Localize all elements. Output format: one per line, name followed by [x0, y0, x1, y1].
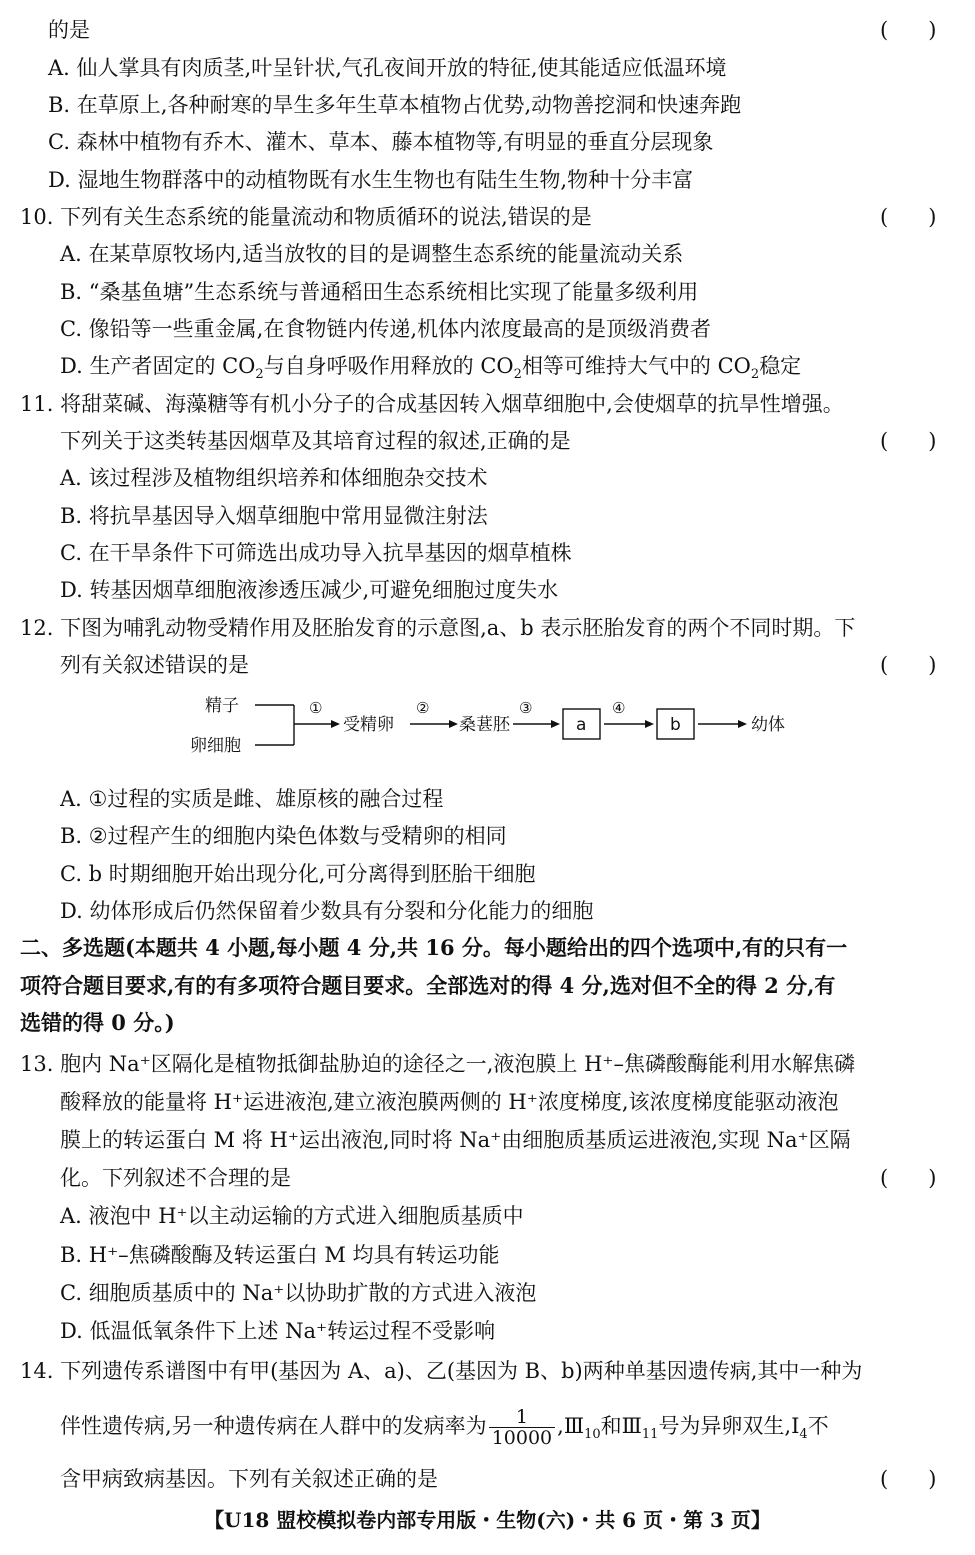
q9-answer-bracket: ( ) — [880, 18, 937, 42]
q9-option-b: B. 在草原上,各种耐寒的旱生多年生草本植物占优势,动物善挖洞和快速奔跑 — [48, 93, 742, 117]
q12-option-b: B. ②过程产生的细胞内染色体数与受精卵的相同 — [60, 824, 507, 848]
arrow-5-head — [738, 720, 747, 728]
q12-stem-line2: 列有关叙述错误的是 — [60, 653, 249, 677]
q13-answer-bracket: ( ) — [880, 1166, 937, 1190]
stage-a-label: a — [576, 715, 587, 735]
q13-option-d: D. 低温低氧条件下上述 Na⁺转运过程不受影响 — [60, 1319, 496, 1343]
arrow-3-head — [551, 720, 560, 728]
q14-stem-line1: 14. 下列遗传系谱图中有甲(基因为 A、a)、乙(基因为 B、b)两种单基因遗传病,其中一种为 — [20, 1359, 863, 1383]
q9-stem-tail: 的是 — [48, 18, 90, 42]
incidence-fraction — [489, 1407, 555, 1448]
q13-stem-line2: 酸释放的能量将 H⁺运进液泡,建立液泡膜两侧的 H⁺浓度梯度,该浓度梯度能驱动液泡 — [60, 1090, 839, 1114]
q10-option-b: B. “桑基鱼塘”生态系统与普通稻田生态系统相比实现了能量多级利用 — [60, 280, 699, 304]
step-3-label: ③ — [519, 699, 533, 717]
q10-option-d: D. 生产者固定的 $CO_2$与自身呼吸作用释放的 $CO_2$相等可维持大气中的 $CO_2$稳定 — [60, 354, 802, 383]
section2-header-line1: 二、多选题(本题共 4 小题,每小题 4 分,共 16 分。每小题给出的四个选项中,有的只有一 — [20, 935, 848, 960]
fraction-numerator: 1 — [489, 1407, 555, 1428]
q9-option-d: D. 湿地生物群落中的动植物既有水生生物也有陆生生物,物种十分丰富 — [48, 168, 694, 192]
q11-option-a: A. 该过程涉及植物组织培养和体细胞杂交技术 — [60, 466, 488, 490]
q14-stem-line3: 含甲病致病基因。下列有关叙述正确的是 — [60, 1467, 438, 1491]
fraction-denominator: 10000 — [491, 1427, 553, 1449]
page-footer: 【U18 盟校模拟卷内部专用版・生物(六)・共 6 页・第 3 页】 — [204, 1508, 771, 1532]
egg-label: 卵细胞 — [190, 736, 241, 756]
q13-option-b: B. H⁺–焦磷酸酶及转运蛋白 M 均具有转运功能 — [60, 1243, 500, 1267]
step-1-label: ① — [309, 699, 323, 717]
q12-option-c: C. b 时期细胞开始出现分化,可分离得到胚胎干细胞 — [60, 862, 536, 886]
q11-option-b: B. 将抗旱基因导入烟草细胞中常用显微注射法 — [60, 504, 488, 528]
q14-stem-line2: 伴性遗传病,另一种遗传病在人群中的发病率为 $\frac{1}{10000}$ $,Ⅲ_{10}$和$Ⅲ_{11}$号为异卵双生$,Ⅰ_4$不 — [60, 1406, 829, 1449]
stage-b-label: b — [670, 715, 681, 735]
section2-header-line2: 项符合题目要求,有的有多项符合题目要求。全部选对的得 4 分,选对但不全的得 2 分,有 — [20, 973, 836, 998]
q12-option-a: A. ①过程的实质是雌、雄原核的融合过程 — [60, 787, 444, 811]
q10-option-a: A. 在某草原牧场内,适当放牧的目的是调整生态系统的能量流动关系 — [60, 242, 684, 266]
q10-stem: 10. 下列有关生态系统的能量流动和物质循环的说法,错误的是 — [20, 205, 592, 229]
step-2-label: ② — [416, 699, 430, 717]
q9-option-c: C. 森林中植物有乔木、灌木、草本、藤本植物等,有明显的垂直分层现象 — [48, 130, 714, 154]
q11-option-c: C. 在干旱条件下可筛选出成功导入抗旱基因的烟草植株 — [60, 541, 572, 565]
q13-stem-line4: 化。下列叙述不合理的是 — [60, 1166, 291, 1190]
morula-label: 桑葚胚 — [459, 715, 510, 735]
q13-option-c: C. 细胞质基质中的 Na⁺以协助扩散的方式进入液泡 — [60, 1281, 537, 1305]
q14-answer-bracket: ( ) — [880, 1467, 937, 1491]
sperm-label: 精子 — [205, 696, 239, 716]
zygote-label: 受精卵 — [343, 715, 394, 735]
q11-stem-line1: 11. 将甜菜碱、海藻糖等有机小分子的合成基因转入烟草细胞中,会使烟草的抗旱性增强。 — [20, 392, 844, 416]
q13-option-a: A. 液泡中 H⁺以主动运输的方式进入细胞质基质中 — [60, 1204, 524, 1228]
q12-answer-bracket: ( ) — [880, 653, 937, 677]
q12-option-d: D. 幼体形成后仍然保留着少数具有分裂和分化能力的细胞 — [60, 899, 594, 923]
q13-stem-line1: 13. 胞内 Na⁺区隔化是植物抵御盐胁迫的途径之一,液泡膜上 H⁺–焦磷酸酶能利用水解焦磷 — [20, 1052, 855, 1076]
section2-header-line3: 选错的得 0 分。) — [20, 1010, 175, 1035]
q11-stem-line2: 下列关于这类转基因烟草及其培育过程的叙述,正确的是 — [60, 429, 571, 453]
q13-stem-line3: 膜上的转运蛋白 M 将 H⁺运出液泡,同时将 Na⁺由细胞质基质运进液泡,实现 Na⁺区隔 — [60, 1128, 851, 1152]
q9-option-a: A. 仙人掌具有肉质茎,叶呈针状,气孔夜间开放的特征,使其能适应低温环境 — [48, 56, 727, 80]
young-label: 幼体 — [751, 715, 785, 735]
arrow-1-head — [331, 720, 340, 728]
step-4-label: ④ — [612, 699, 626, 717]
q10-option-c: C. 像铅等一些重金属,在食物链内传递,机体内浓度最高的是顶级消费者 — [60, 317, 712, 341]
q11-option-d: D. 转基因烟草细胞液渗透压减少,可避免细胞过度失水 — [60, 578, 559, 602]
q12-stem-line1: 12. 下图为哺乳动物受精作用及胚胎发育的示意图,a、b 表示胚胎发育的两个不同时期。下 — [20, 616, 856, 640]
q10-answer-bracket: ( ) — [880, 205, 937, 229]
arrow-2-head — [449, 720, 458, 728]
q11-answer-bracket: ( ) — [880, 429, 937, 453]
arrow-4-head — [645, 720, 654, 728]
